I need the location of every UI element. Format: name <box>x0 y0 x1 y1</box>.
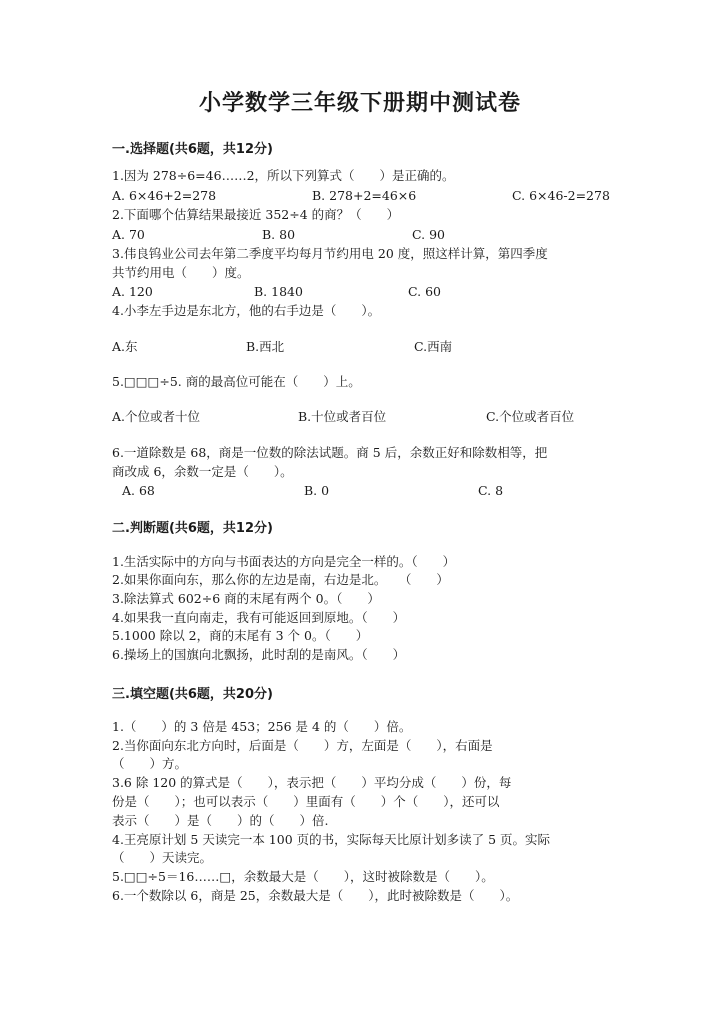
fill-line: 6.一个数除以 6，商是 25，余数最大是（ ），此时被除数是（ ）。 <box>112 888 519 903</box>
section-heading-choice: 一.选择题(共6题，共12分) <box>112 142 273 157</box>
judgement-item: 3.除法算式 602÷6 商的末尾有两个 0。（ ） <box>112 591 380 606</box>
fill-line: 2.当你面向东北方向时，后面是（ ）方，左面是（ ），右面是 <box>112 738 493 753</box>
fill-line: 份是（ ）；也可以表示（ ）里面有（ ）个（ ），还可以 <box>112 794 500 809</box>
fill-line: （ ）方。 <box>112 756 188 771</box>
question-2: 2.下面哪个估算结果最接近 352÷4 的商？（ ） <box>112 207 400 222</box>
page-title: 小学数学三年级下册期中测试卷 <box>198 90 521 116</box>
q1-option-a: A. 6×46+2=278 <box>112 188 217 203</box>
question-3-line2: 共节约用电（ ）度。 <box>112 265 250 280</box>
question-3-line1: 3.伟良钨业公司去年第二季度平均每月节约用电 20 度，照这样计算，第四季度 <box>112 246 548 261</box>
q6-option-a: A. 68 <box>122 483 155 498</box>
judgement-item: 6.操场上的国旗向北飘扬，此时刮的是南风。（ ） <box>112 647 406 662</box>
q6-option-b: B. 0 <box>304 483 330 498</box>
q3-option-b: B. 1840 <box>254 284 303 299</box>
fill-line: 5.□□÷5＝16……□，余数最大是（ ），这时被除数是（ ）。 <box>112 869 494 884</box>
q5-option-c: C.个位或者百位 <box>486 409 575 424</box>
q6-option-c: C. 8 <box>478 483 504 498</box>
fill-line: 3.6 除 120 的算式是（ ），表示把（ ）平均分成（ ）份，每 <box>112 775 512 790</box>
q2-option-a: A. 70 <box>112 227 145 242</box>
question-6-line2: 商改成 6，余数一定是（ ）。 <box>112 464 293 479</box>
q1-option-c: C. 6×46-2=278 <box>512 188 610 203</box>
question-6-line1: 6.一道除数是 68，商是一位数的除法试题。商 5 后，余数正好和除数相等，把 <box>112 445 548 460</box>
section-heading-judgement: 二.判断题(共6题，共12分) <box>112 521 273 536</box>
section-heading-fill: 三.填空题(共6题，共20分) <box>112 687 273 702</box>
question-1: 1.因为 278÷6=46……2，所以下列算式（ ）是正确的。 <box>112 168 455 183</box>
q2-option-c: C. 90 <box>412 227 445 242</box>
judgement-item: 2.如果你面向东，那么你的左边是南，右边是北。 （ ） <box>112 572 449 587</box>
q4-option-c: C.西南 <box>414 339 453 354</box>
fill-line: （ ）天读完。 <box>112 850 213 865</box>
judgement-item: 1.生活实际中的方向与书面表达的方向是完全一样的。（ ） <box>112 554 456 569</box>
q4-option-a: A.东 <box>112 339 138 354</box>
question-4: 4.小李左手边是东北方，他的右手边是（ ）。 <box>112 303 381 318</box>
q3-option-a: A. 120 <box>112 284 153 299</box>
q5-option-b: B.十位或者百位 <box>298 409 387 424</box>
q2-option-b: B. 80 <box>262 227 296 242</box>
q4-option-b: B.西北 <box>246 339 285 354</box>
fill-line: 4.王亮原计划 5 天读完一本 100 页的书，实际每天比原计划多读了 5 页。实际 <box>112 832 551 847</box>
judgement-item: 4.如果我一直向南走，我有可能返回到原地。（ ） <box>112 610 406 625</box>
judgement-item: 5.1000 除以 2，商的末尾有 3 个 0。（ ） <box>112 628 369 643</box>
fill-line: 表示（ ）是（ ）的（ ）倍. <box>112 813 329 828</box>
fill-line: 1.（ ）的 3 倍是 453；256 是 4 的（ ）倍。 <box>112 719 412 734</box>
q3-option-c: C. 60 <box>408 284 441 299</box>
q1-option-b: B. 278+2=46×6 <box>312 188 417 203</box>
q5-option-a: A.个位或者十位 <box>112 409 201 424</box>
question-5: 5.□□□÷5. 商的最高位可能在（ ）上。 <box>112 374 361 389</box>
